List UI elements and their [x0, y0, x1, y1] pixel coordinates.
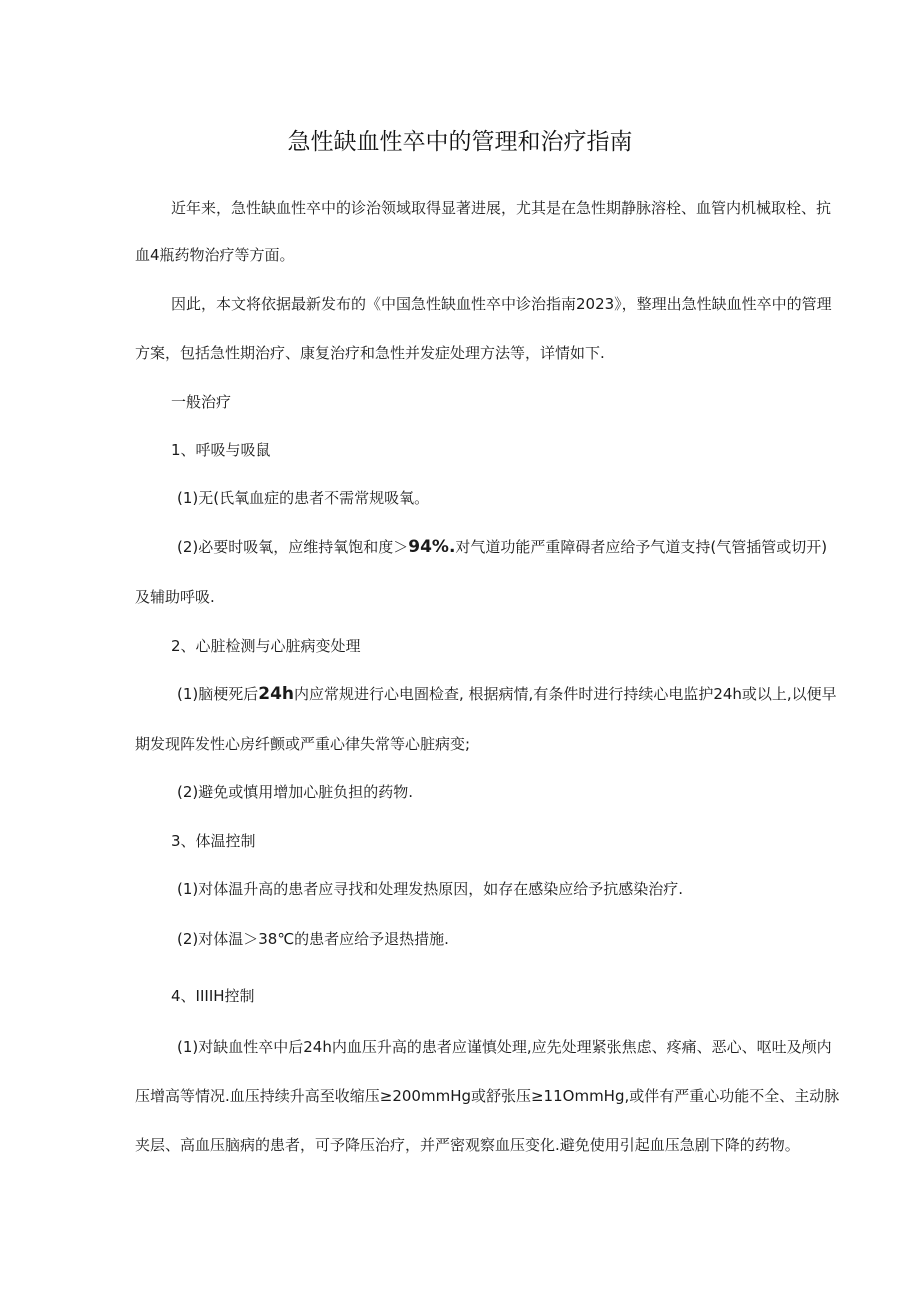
subsection-heading: 4、IIIIH控制 [171, 987, 255, 1005]
subsection-heading: 1、呼吸与吸鼠 [171, 441, 271, 459]
paragraph-line [177, 537, 827, 557]
paragraph-line: 近年来，急性缺血性卒中的诊治领域取得显著进展，尤其是在急性期静脉溶栓、血管内机械取栓、抗 [171, 199, 832, 217]
paragraph-line: 期发现阵发性心房纤颤或严重心律失常等心脏病变; [135, 735, 471, 753]
line-segment: 对气道功能严重障碍者应给予气道支持(气管插管或切开) [455, 538, 828, 556]
paragraph-line: (1)对体温升高的患者应寻找和处理发热原因，如存在感染应给予抗感染治疗. [177, 880, 684, 898]
paragraph-line: (2)对体温＞38℃的患者应给予退热措施. [177, 930, 449, 948]
page-title: 急性缺血性卒中的管理和治疗指南 [287, 129, 633, 155]
paragraph-line: 及辅助呼吸. [135, 588, 215, 606]
line-segment: (2)必要时吸氧，应维持氧饱和度＞ [177, 538, 409, 556]
paragraph-line: 方案，包括急性期治疗、康复治疗和急性并发症处理方法等，详情如下. [135, 344, 605, 362]
paragraph-line [177, 684, 837, 704]
emphasis-value: 94%. [408, 537, 456, 557]
paragraph-line: (1)对缺血性卒中后24h内血压升高的患者应谨慎处理,应先处理紧张焦虑、疼痛、恶心、呕吐及颅内 [177, 1038, 832, 1056]
subsection-heading: 2、心脏检测与心脏病变处理 [171, 637, 361, 655]
paragraph-line: 夹层、高血压脑病的患者，可予降压治疗，并严密观察血压变化.避免使用引起血压急剧下降的药物。 [135, 1136, 800, 1154]
paragraph-line: (1)无(氏氧血症的患者不需常规吸氧。 [177, 489, 430, 507]
paragraph-line: 因此，本文将依据最新发布的《中国急性缺血性卒中诊治指南2023》，整理出急性缺血性卒中的管理 [171, 295, 832, 313]
paragraph-line: 血4瓶药物治疗等方面。 [135, 246, 295, 264]
emphasis-value: 24h [258, 684, 295, 704]
subsection-heading: 3、体温控制 [171, 832, 256, 850]
line-segment: (1)脑梗死后 [177, 685, 259, 703]
paragraph-line: (2)避免或慎用增加心脏负担的药物. [177, 783, 414, 801]
paragraph-line: 压增高等情况.血压持续升高至收缩压≥200mmHg或舒张压≥11OmmHg,或伴有严重心功能不全、主动脉 [135, 1087, 840, 1105]
section-heading: 一般治疗 [171, 393, 232, 411]
line-segment: 内应常规进行心电圄检查, 根据病情,有条件时进行持续心电监护24h或以上,以便早 [294, 685, 837, 703]
